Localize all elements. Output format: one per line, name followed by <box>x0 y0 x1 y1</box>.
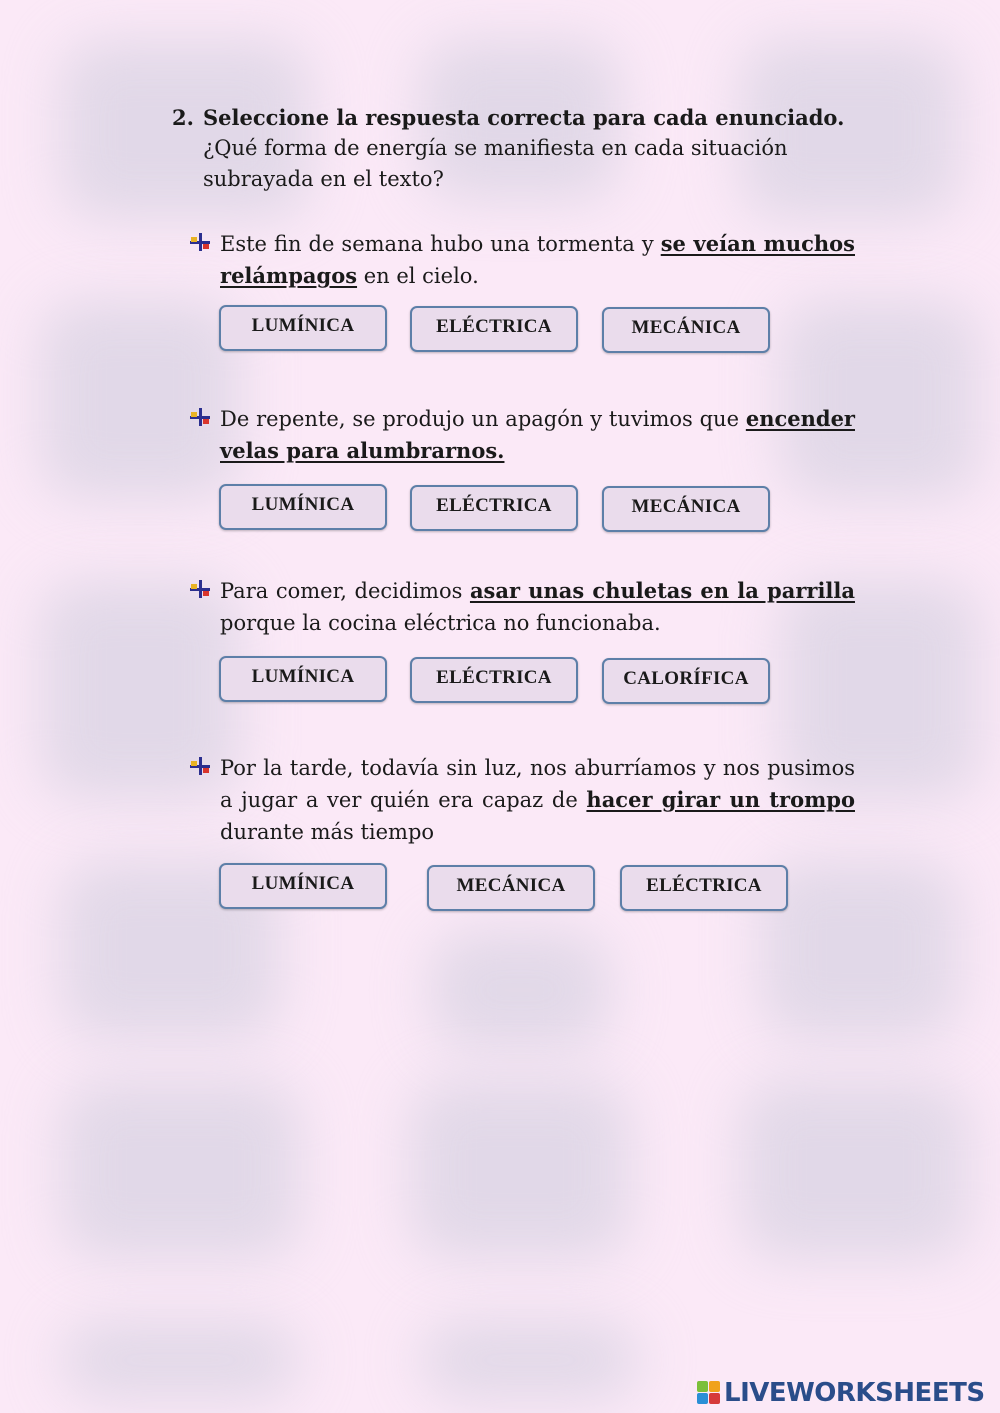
statement-before: Por la tarde, todavía sin luz, nos aburríamos y nos pusimos a jugar a ver quién era capaz de <box>220 756 855 812</box>
arrow-bullet-icon <box>190 755 212 777</box>
statement-underlined: se veían muchos relámpagos <box>220 231 855 288</box>
statement-after: porque la cocina eléctrica no funcionaba. <box>220 611 661 635</box>
arrow-bullet-icon <box>190 231 212 253</box>
arrow-bullet-icon <box>190 406 212 428</box>
option-button[interactable]: LUMÍNICA <box>219 656 387 702</box>
option-button[interactable]: LUMÍNICA <box>219 484 387 530</box>
statement-text <box>220 228 855 292</box>
statement-before: Este fin de semana hubo una tormenta y <box>220 232 661 256</box>
liveworksheets-mark-icon <box>697 1381 721 1405</box>
statement-before: De repente, se produjo un apagón y tuvimos que <box>220 407 746 431</box>
option-button[interactable]: ELÉCTRICA <box>410 485 578 531</box>
question-number: 2. <box>172 105 194 130</box>
question-subtitle: ¿Qué forma de energía se manifiesta en cada situación subrayada en el texto? <box>203 136 788 191</box>
option-button[interactable]: LUMÍNICA <box>219 863 387 909</box>
statement-underlined: asar unas chuletas en la parrilla <box>469 578 855 603</box>
statement-text <box>220 403 855 467</box>
statement-text <box>220 575 855 639</box>
statement-after: durante más tiempo <box>220 820 435 844</box>
question-title: Seleccione la respuesta correcta para cada enunciado. <box>203 105 845 130</box>
option-button[interactable]: MECÁNICA <box>602 486 770 532</box>
arrow-bullet-icon <box>190 578 212 600</box>
brand-name: LIVEWORKSHEETS <box>724 1378 985 1408</box>
option-button[interactable]: ELÉCTRICA <box>410 306 578 352</box>
statement-before: Para comer, decidimos <box>220 579 470 603</box>
option-button[interactable]: LUMÍNICA <box>219 305 387 351</box>
liveworksheets-logo[interactable] <box>697 1376 985 1410</box>
statement-text <box>220 752 855 848</box>
statement-underlined: hacer girar un trompo <box>586 787 855 812</box>
option-button[interactable]: ELÉCTRICA <box>410 657 578 703</box>
option-button[interactable]: MECÁNICA <box>427 865 595 911</box>
option-button[interactable]: ELÉCTRICA <box>620 865 788 911</box>
option-button[interactable]: MECÁNICA <box>602 307 770 353</box>
statement-underlined: encender velas para alumbrarnos. <box>220 406 855 463</box>
statement-after: en el cielo. <box>357 264 479 288</box>
option-button[interactable]: CALORÍFICA <box>602 658 770 704</box>
